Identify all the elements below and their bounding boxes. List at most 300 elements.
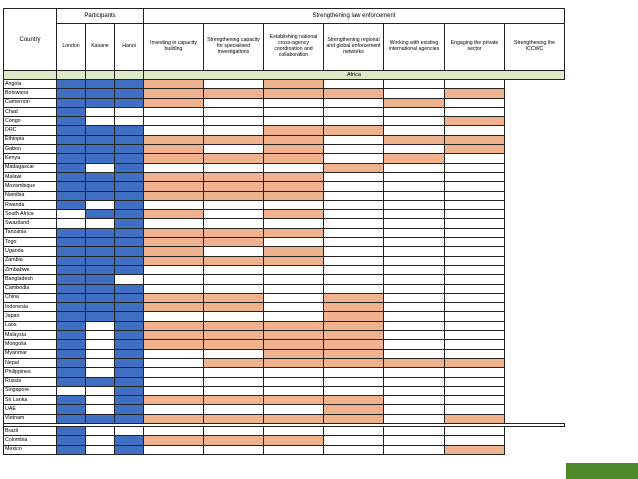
commitment-cell	[144, 126, 204, 135]
commitment-cell	[384, 368, 445, 377]
commitment-cell	[384, 386, 445, 395]
participation-cell	[86, 321, 115, 330]
commitment-cell	[384, 426, 445, 435]
country-name: Laos	[4, 321, 57, 330]
commitment-cell	[324, 98, 384, 107]
participation-cell	[86, 154, 115, 163]
commitment-cell	[324, 321, 384, 330]
commitment-cell	[264, 368, 324, 377]
commitment-cell	[144, 275, 204, 284]
commitment-cell	[144, 145, 204, 154]
participation-cell	[115, 340, 144, 349]
col-international-agencies: Working with existing international agencies	[384, 24, 445, 71]
commitment-cell	[264, 135, 324, 144]
commitment-cell	[324, 200, 384, 209]
participation-cell	[57, 331, 86, 340]
commitment-cell	[324, 117, 384, 126]
commitment-cell	[144, 238, 204, 247]
participation-cell	[57, 349, 86, 358]
participation-cell	[86, 191, 115, 200]
participation-cell	[115, 154, 144, 163]
table-row	[4, 386, 565, 395]
table-row	[4, 80, 565, 89]
col-cross-agency: Establishing national cross-agency coordination and collaboration	[264, 24, 324, 71]
participation-cell	[86, 182, 115, 191]
col-iccwc: Strengthening the ICCWC	[505, 24, 565, 71]
table-row	[4, 126, 565, 135]
table-row	[4, 414, 565, 423]
commitment-cell	[324, 154, 384, 163]
participation-cell	[57, 219, 86, 228]
commitment-cell	[445, 284, 505, 293]
commitment-cell	[144, 219, 204, 228]
commitment-cell	[445, 80, 505, 89]
country-name: Ethiopia	[4, 135, 57, 144]
participation-cell	[57, 405, 86, 414]
commitment-cell	[204, 312, 264, 321]
commitment-cell	[264, 331, 324, 340]
participation-cell	[115, 349, 144, 358]
participation-cell	[86, 275, 115, 284]
commitment-cell	[264, 247, 324, 256]
participation-cell	[86, 80, 115, 89]
commitment-cell	[324, 377, 384, 386]
country-name: Cameroon	[4, 98, 57, 107]
commitment-cell	[324, 228, 384, 237]
commitment-cell	[384, 405, 445, 414]
commitment-cell	[264, 117, 324, 126]
commitment-cell	[445, 414, 505, 423]
commitment-cell	[324, 247, 384, 256]
commitment-cell	[204, 396, 264, 405]
participation-cell	[115, 293, 144, 302]
commitment-cell	[144, 265, 204, 274]
participation-cell	[57, 377, 86, 386]
country-name: Sri Lanka	[4, 396, 57, 405]
table-row	[4, 98, 565, 107]
commitment-cell	[384, 340, 445, 349]
commitment-cell	[324, 426, 384, 435]
commitment-cell	[144, 200, 204, 209]
country-name: UAE	[4, 405, 57, 414]
participation-cell	[86, 445, 115, 454]
participation-cell	[115, 107, 144, 116]
participation-cell	[86, 340, 115, 349]
table-row	[4, 107, 565, 116]
table-row	[4, 396, 565, 405]
commitment-cell	[445, 396, 505, 405]
participation-cell	[57, 426, 86, 435]
commitments-table	[3, 8, 565, 455]
country-name: Cambodia	[4, 284, 57, 293]
participation-cell	[115, 321, 144, 330]
commitment-cell	[384, 135, 445, 144]
commitment-cell	[204, 368, 264, 377]
commitment-cell	[264, 238, 324, 247]
commitment-cell	[144, 386, 204, 395]
participation-cell	[86, 145, 115, 154]
commitment-cell	[264, 219, 324, 228]
participation-cell	[115, 358, 144, 367]
commitment-cell	[384, 200, 445, 209]
commitment-cell	[264, 396, 324, 405]
table-row	[4, 117, 565, 126]
country-name: Colombia	[4, 436, 57, 445]
participation-cell	[115, 210, 144, 219]
commitment-cell	[264, 191, 324, 200]
table-row	[4, 358, 565, 367]
commitment-cell	[445, 358, 505, 367]
col-capacity-building: Investing in capacity building	[144, 24, 204, 71]
participation-cell	[57, 135, 86, 144]
country-name: Madagascar	[4, 163, 57, 172]
commitment-cell	[445, 145, 505, 154]
commitment-cell	[264, 256, 324, 265]
commitment-cell	[204, 80, 264, 89]
commitment-cell	[144, 303, 204, 312]
commitment-cell	[384, 117, 445, 126]
commitment-cell	[324, 238, 384, 247]
commitment-cell	[384, 349, 445, 358]
commitment-cell	[144, 436, 204, 445]
commitment-cell	[264, 358, 324, 367]
commitment-cell	[264, 182, 324, 191]
participation-cell	[57, 396, 86, 405]
commitment-cell	[144, 445, 204, 454]
commitment-cell	[445, 163, 505, 172]
commitment-cell	[144, 377, 204, 386]
commitment-cell	[264, 107, 324, 116]
table-row	[4, 200, 565, 209]
commitment-cell	[324, 405, 384, 414]
country-name: Russia	[4, 377, 57, 386]
commitment-cell	[445, 312, 505, 321]
participation-cell	[86, 210, 115, 219]
table-row	[4, 256, 565, 265]
participation-cell	[86, 426, 115, 435]
commitment-cell	[204, 340, 264, 349]
participation-cell	[115, 89, 144, 98]
commitment-cell	[204, 436, 264, 445]
participation-cell	[86, 107, 115, 116]
country-name: Congo	[4, 117, 57, 126]
table-row	[4, 265, 565, 274]
country-name: DRC	[4, 126, 57, 135]
commitment-cell	[204, 377, 264, 386]
participation-cell	[57, 228, 86, 237]
participation-cell	[86, 172, 115, 181]
table-row	[4, 293, 565, 302]
commitment-cell	[204, 182, 264, 191]
commitment-cell	[204, 172, 264, 181]
commitment-cell	[204, 135, 264, 144]
commitment-cell	[384, 312, 445, 321]
table-row	[4, 303, 565, 312]
commitment-cell	[264, 321, 324, 330]
participation-cell	[86, 219, 115, 228]
commitment-cell	[144, 284, 204, 293]
commitment-cell	[204, 145, 264, 154]
commitment-cell	[384, 275, 445, 284]
commitment-cell	[144, 98, 204, 107]
col-kasane: Kasane	[86, 24, 115, 71]
participation-cell	[86, 284, 115, 293]
commitment-cell	[204, 238, 264, 247]
commitment-cell	[445, 349, 505, 358]
participation-cell	[115, 117, 144, 126]
commitment-cell	[264, 426, 324, 435]
commitment-cell	[445, 126, 505, 135]
commitment-cell	[384, 265, 445, 274]
participation-cell	[57, 182, 86, 191]
participation-cell	[57, 275, 86, 284]
commitment-cell	[144, 312, 204, 321]
participation-cell	[115, 163, 144, 172]
commitment-cell	[384, 219, 445, 228]
table-row	[4, 135, 565, 144]
participation-cell	[57, 172, 86, 181]
commitment-cell	[144, 331, 204, 340]
commitment-cell	[144, 368, 204, 377]
table-row	[4, 219, 565, 228]
commitment-cell	[144, 414, 204, 423]
commitment-cell	[204, 200, 264, 209]
commitment-cell	[324, 358, 384, 367]
participation-cell	[115, 414, 144, 423]
commitment-cell	[445, 386, 505, 395]
commitment-cell	[324, 284, 384, 293]
participation-cell	[115, 445, 144, 454]
commitment-cell	[384, 284, 445, 293]
participation-cell	[86, 312, 115, 321]
table-row	[4, 368, 565, 377]
commitment-cell	[384, 377, 445, 386]
commitment-cell	[264, 445, 324, 454]
commitment-cell	[264, 436, 324, 445]
commitment-cell	[204, 414, 264, 423]
participation-cell	[86, 126, 115, 135]
commitment-cell	[445, 200, 505, 209]
commitment-cell	[264, 284, 324, 293]
participation-cell	[86, 293, 115, 302]
country-name: Togo	[4, 238, 57, 247]
commitment-cell	[144, 358, 204, 367]
participation-cell	[115, 405, 144, 414]
commitment-cell	[445, 172, 505, 181]
participation-cell	[86, 117, 115, 126]
commitment-cell	[264, 210, 324, 219]
participation-cell	[115, 98, 144, 107]
participation-cell	[86, 405, 115, 414]
participation-cell	[115, 182, 144, 191]
country-name: Japan	[4, 312, 57, 321]
commitment-cell	[384, 256, 445, 265]
col-specialised-investigations: Strengthening capacity for specialised investigations	[204, 24, 264, 71]
commitment-cell	[204, 219, 264, 228]
commitment-cell	[324, 163, 384, 172]
commitment-cell	[384, 182, 445, 191]
commitment-cell	[264, 154, 324, 163]
table-row	[4, 312, 565, 321]
country-name: China	[4, 293, 57, 302]
participation-cell	[115, 256, 144, 265]
participation-cell	[57, 247, 86, 256]
country-name: Mexico	[4, 445, 57, 454]
participation-cell	[115, 191, 144, 200]
commitment-cell	[445, 275, 505, 284]
commitment-cell	[144, 256, 204, 265]
commitment-cell	[324, 340, 384, 349]
participation-cell	[57, 284, 86, 293]
commitment-cell	[204, 228, 264, 237]
enforcement-header: Strengthening law enforcement	[144, 9, 565, 24]
commitment-cell	[445, 321, 505, 330]
participation-cell	[86, 386, 115, 395]
commitment-cell	[384, 293, 445, 302]
participation-cell	[57, 145, 86, 154]
country-name: Namibia	[4, 191, 57, 200]
participation-cell	[57, 163, 86, 172]
country-name: Brazil	[4, 426, 57, 435]
participation-cell	[115, 377, 144, 386]
commitment-cell	[445, 154, 505, 163]
commitment-cell	[264, 405, 324, 414]
table-row	[4, 228, 565, 237]
commitment-cell	[144, 89, 204, 98]
country-name: Indonesia	[4, 303, 57, 312]
table-row	[4, 377, 565, 386]
commitment-cell	[445, 228, 505, 237]
commitment-cell	[445, 182, 505, 191]
participation-cell	[86, 358, 115, 367]
commitment-cell	[324, 275, 384, 284]
commitment-cell	[204, 256, 264, 265]
commitment-cell	[384, 414, 445, 423]
participation-cell	[115, 219, 144, 228]
table-row	[4, 191, 565, 200]
table-row	[4, 436, 565, 445]
participation-cell	[57, 238, 86, 247]
commitment-cell	[204, 331, 264, 340]
participation-cell	[57, 154, 86, 163]
commitment-cell	[384, 396, 445, 405]
commitment-cell	[264, 275, 324, 284]
participation-cell	[57, 265, 86, 274]
participation-cell	[57, 414, 86, 423]
participation-cell	[57, 368, 86, 377]
commitment-cell	[324, 182, 384, 191]
participation-cell	[86, 436, 115, 445]
commitment-cell	[204, 163, 264, 172]
country-name: Nepal	[4, 358, 57, 367]
commitment-cell	[204, 126, 264, 135]
commitment-cell	[144, 321, 204, 330]
participation-cell	[115, 386, 144, 395]
participation-cell	[57, 436, 86, 445]
commitment-cell	[264, 312, 324, 321]
participation-cell	[115, 331, 144, 340]
participation-cell	[86, 200, 115, 209]
commitment-cell	[445, 247, 505, 256]
table-row	[4, 89, 565, 98]
participation-cell	[57, 98, 86, 107]
participation-cell	[115, 126, 144, 135]
country-name: Rwanda	[4, 200, 57, 209]
participants-header: Participants	[57, 9, 144, 24]
col-private-sector: Engaging the private sector	[445, 24, 505, 71]
participation-cell	[57, 386, 86, 395]
asia-rows	[4, 275, 565, 424]
table-row	[4, 238, 565, 247]
commitment-cell	[144, 154, 204, 163]
commitment-cell	[445, 368, 505, 377]
participation-cell	[115, 265, 144, 274]
commitment-cell	[204, 191, 264, 200]
country-name: Mozambique	[4, 182, 57, 191]
commitment-cell	[324, 293, 384, 302]
table-row	[4, 284, 565, 293]
commitment-cell	[264, 200, 324, 209]
participation-cell	[86, 303, 115, 312]
participation-cell	[115, 200, 144, 209]
participation-cell	[57, 303, 86, 312]
participation-cell	[86, 89, 115, 98]
commitment-cell	[445, 340, 505, 349]
table-row	[4, 154, 565, 163]
commitment-cell	[445, 293, 505, 302]
participation-cell	[115, 368, 144, 377]
commitment-cell	[204, 107, 264, 116]
participation-cell	[115, 135, 144, 144]
commitment-cell	[324, 256, 384, 265]
commitment-cell	[384, 238, 445, 247]
table-row	[4, 172, 565, 181]
table-row	[4, 405, 565, 414]
commitment-cell	[264, 80, 324, 89]
commitment-cell	[445, 436, 505, 445]
participation-cell	[86, 256, 115, 265]
commitment-cell	[324, 303, 384, 312]
commitment-cell	[384, 98, 445, 107]
commitment-cell	[204, 386, 264, 395]
commitment-cell	[204, 284, 264, 293]
commitment-cell	[445, 426, 505, 435]
table-row	[4, 349, 565, 358]
participation-cell	[86, 349, 115, 358]
commitment-cell	[144, 228, 204, 237]
commitment-cell	[144, 163, 204, 172]
country-name: Tanzania	[4, 228, 57, 237]
country-name: Zambia	[4, 256, 57, 265]
commitment-cell	[445, 89, 505, 98]
country-name: Swaziland	[4, 219, 57, 228]
participation-cell	[86, 377, 115, 386]
country-header: Country	[4, 9, 57, 71]
country-name: Angola	[4, 80, 57, 89]
participation-cell	[115, 145, 144, 154]
participation-cell	[57, 340, 86, 349]
col-hanoi: Hanoi	[115, 24, 144, 71]
commitment-cell	[264, 163, 324, 172]
table-row	[4, 182, 565, 191]
commitment-cell	[445, 303, 505, 312]
commitment-cell	[324, 265, 384, 274]
participation-cell	[115, 247, 144, 256]
participation-cell	[115, 228, 144, 237]
commitment-cell	[144, 340, 204, 349]
country-name: Mongolia	[4, 340, 57, 349]
commitment-cell	[144, 107, 204, 116]
